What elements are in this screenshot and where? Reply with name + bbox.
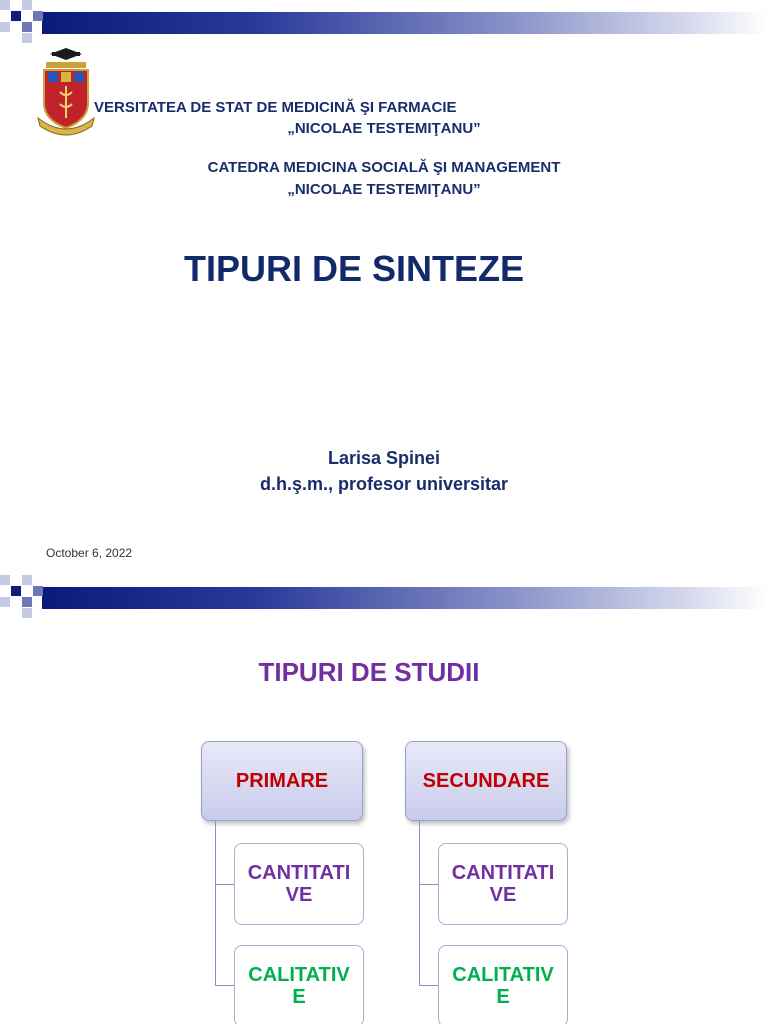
- author-credentials: d.h.ş.m., profesor universitar: [259, 474, 509, 494]
- subcategory-box-calitative: CALITATIV E: [234, 945, 364, 1024]
- header-square: [22, 575, 32, 585]
- header-square: [0, 575, 10, 585]
- tree-connector: [215, 985, 234, 986]
- tree-connector: [419, 884, 438, 885]
- department-name-line1: CATEDRA MEDICINA SOCIALĂ ŞI MANAGEMENT: [207, 159, 561, 176]
- header-square: [0, 0, 10, 10]
- header-square: [22, 0, 32, 10]
- header-square: [22, 597, 32, 607]
- tree-connector: [215, 884, 234, 885]
- tree-connector: [419, 985, 438, 986]
- header-gradient-bar: [42, 12, 768, 34]
- subcategory-box-cantitative: CANTITATI VE: [234, 843, 364, 925]
- category-box-primare: PRIMARE: [201, 741, 363, 821]
- university-name-line2: „NICOLAE TESTEMIŢANU”: [287, 120, 481, 137]
- slide-date: October 6, 2022: [46, 546, 133, 560]
- header-square: [0, 597, 10, 607]
- header-square: [0, 22, 10, 32]
- slide-title: TIPURI DE STUDII: [258, 657, 480, 687]
- header-square: [33, 11, 43, 21]
- header-square: [11, 586, 21, 596]
- category-box-secundare: SECUNDARE: [405, 741, 567, 821]
- header-square: [22, 22, 32, 32]
- header-square: [22, 608, 32, 618]
- header-square: [22, 33, 32, 43]
- subcategory-box-cantitative: CANTITATI VE: [438, 843, 568, 925]
- university-name-line1: VERSITATEA DE STAT DE MEDICINĂ ŞI FARMACIE: [94, 99, 457, 116]
- header-square: [11, 11, 21, 21]
- author-name: Larisa Spinei: [327, 448, 441, 468]
- tree-connector: [215, 821, 216, 985]
- header-gradient-bar: [42, 587, 768, 609]
- subcategory-box-calitative: CALITATIV E: [438, 945, 568, 1024]
- header-square: [33, 586, 43, 596]
- slide-study-types: [0, 575, 768, 1024]
- department-name-line2: „NICOLAE TESTEMIŢANU”: [287, 181, 481, 198]
- tree-connector: [419, 821, 420, 985]
- presentation-title: TIPURI DE SINTEZE: [183, 248, 525, 289]
